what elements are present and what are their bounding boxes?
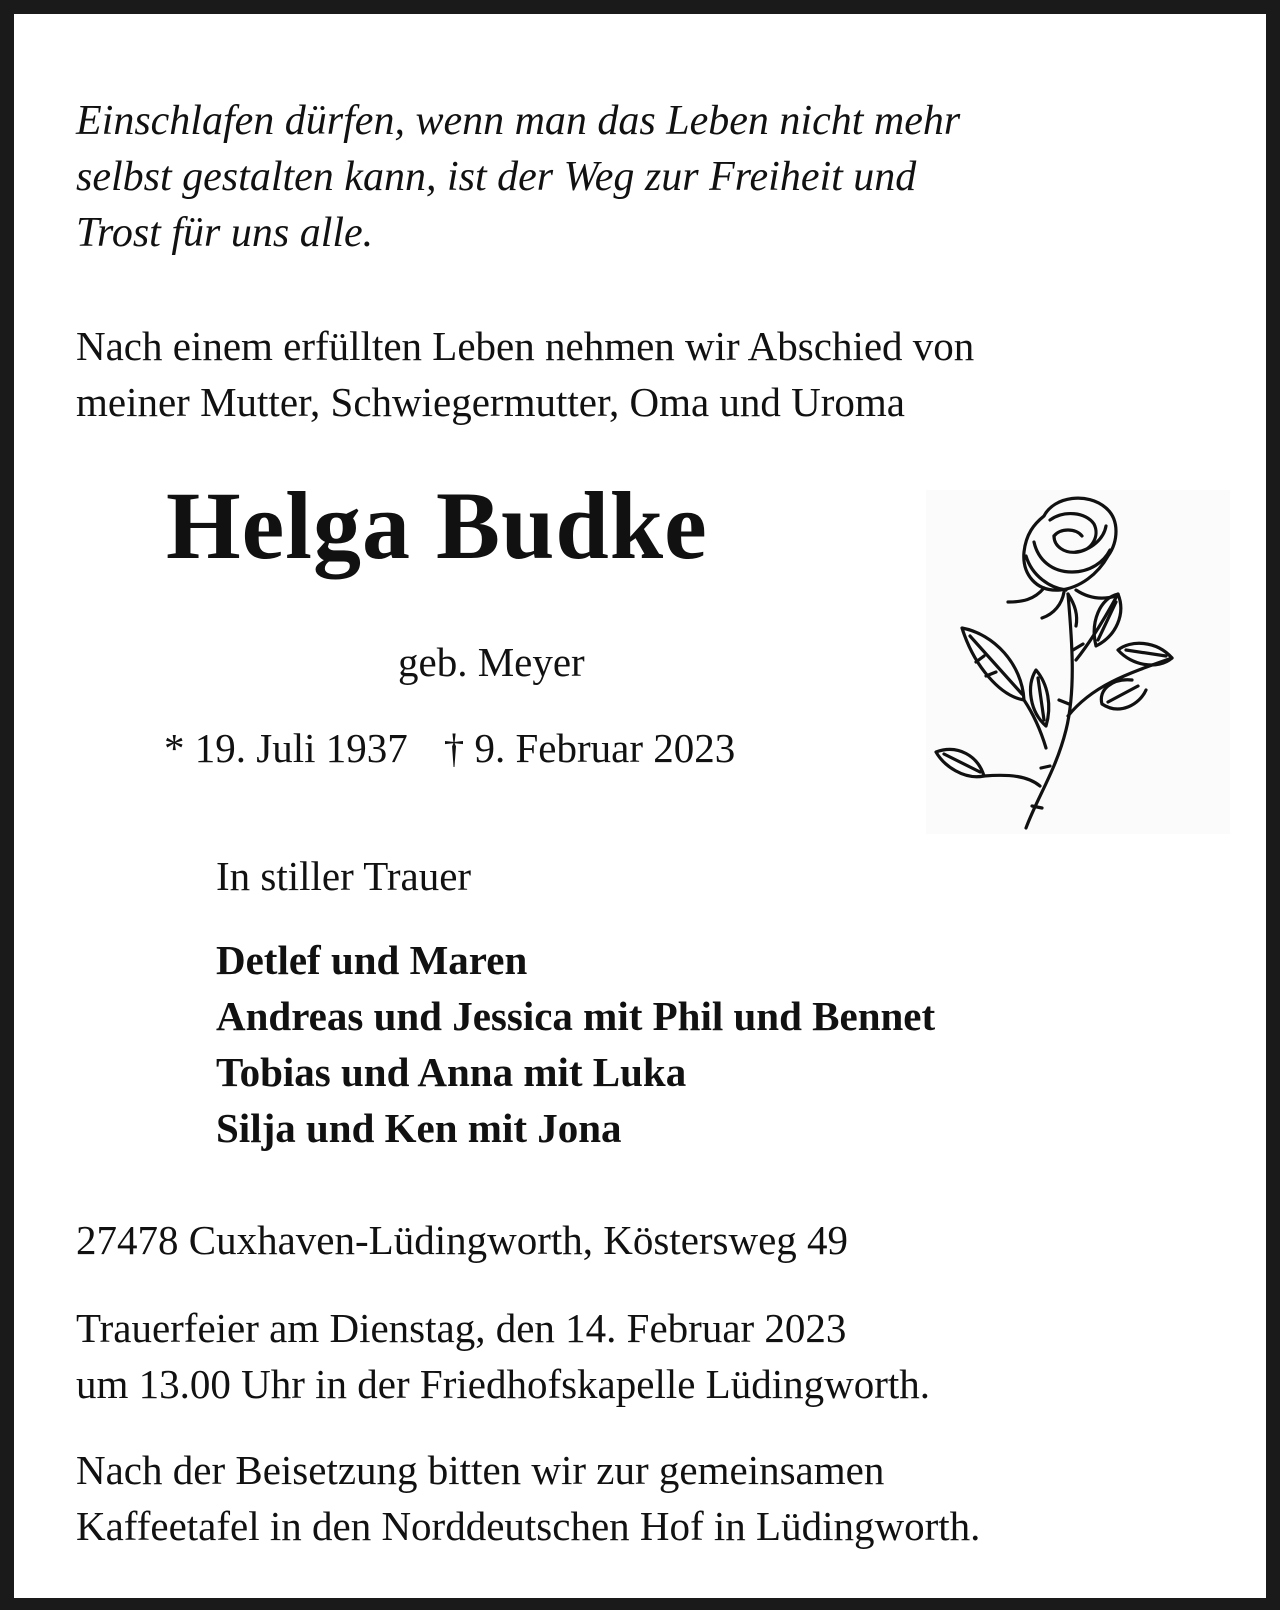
deceased-name: Helga Budke xyxy=(166,472,708,579)
family-line-2: Andreas und Jessica mit Phil und Bennet xyxy=(216,993,936,1039)
address: 27478 Cuxhaven-Lüdingworth, Köstersweg 49 xyxy=(76,1217,849,1263)
family-line-3: Tobias und Anna mit Luka xyxy=(216,1049,687,1095)
reception-line-2: Kaffeetafel in den Norddeutschen Hof in Lüdingworth. xyxy=(76,1503,981,1549)
birth-date: * 19. Juli 1937 xyxy=(164,725,408,771)
family-line-4: Silja und Ken mit Jona xyxy=(216,1105,622,1151)
mourning-heading: In stiller Trauer xyxy=(216,853,472,899)
family-line-1: Detlef und Maren xyxy=(216,937,528,983)
intro-line-1: Nach einem erfüllten Leben nehmen wir Abschied von xyxy=(76,323,975,369)
intro-line-2: meiner Mutter, Schwiegermutter, Oma und Uroma xyxy=(76,379,906,425)
life-dates xyxy=(164,722,735,774)
service-line-2: um 13.00 Uhr in der Friedhofskapelle Lüdingworth. xyxy=(76,1361,931,1407)
maiden-name: geb. Meyer xyxy=(398,639,585,685)
reception-line-1: Nach der Beisetzung bitten wir zur gemeinsamen xyxy=(76,1447,885,1493)
motto-line-3: Trost für uns alle. xyxy=(76,210,374,256)
rose-icon xyxy=(926,490,1230,834)
motto-line-1: Einschlafen dürfen, wenn man das Leben nicht mehr xyxy=(76,98,961,144)
death-date: † 9. Februar 2023 xyxy=(443,725,736,771)
service-line-1: Trauerfeier am Dienstag, den 14. Februar 2023 xyxy=(76,1305,847,1351)
motto-line-2: selbst gestalten kann, ist der Weg zur Freiheit und xyxy=(76,154,917,200)
